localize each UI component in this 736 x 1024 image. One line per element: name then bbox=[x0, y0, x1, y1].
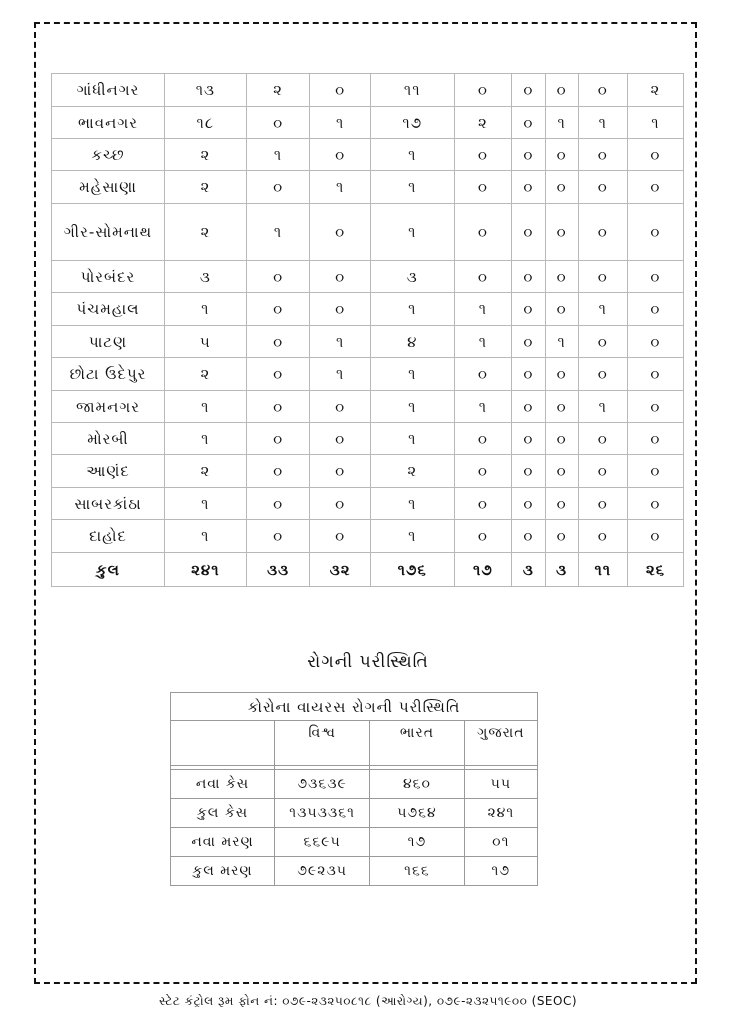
count-cell: ૦ bbox=[310, 293, 370, 326]
status-table-header bbox=[171, 721, 538, 766]
count-cell: ૧ bbox=[370, 139, 454, 171]
count-cell: ૧ bbox=[165, 423, 247, 455]
count-cell: ૦ bbox=[454, 520, 512, 553]
count-cell: ૦ bbox=[512, 326, 545, 358]
status-value: ૨૪૧ bbox=[464, 799, 537, 828]
count-cell: ૧ bbox=[454, 391, 512, 423]
district-name: જામનગર bbox=[52, 391, 165, 423]
count-cell: ૦ bbox=[627, 488, 683, 520]
count-cell: ૦ bbox=[454, 204, 512, 261]
count-cell: ૦ bbox=[310, 139, 370, 171]
table-row bbox=[52, 107, 684, 139]
count-cell: ૧ bbox=[578, 391, 627, 423]
count-cell: ૩૩ bbox=[246, 553, 310, 587]
count-cell: ૨૬ bbox=[627, 553, 683, 587]
count-cell: ૦ bbox=[454, 261, 512, 293]
district-name: દાહોદ bbox=[52, 520, 165, 553]
count-cell: ૦ bbox=[512, 520, 545, 553]
count-cell: ૦ bbox=[454, 74, 512, 107]
column-header: વિશ્વ bbox=[275, 721, 370, 766]
count-cell: ૧ bbox=[370, 423, 454, 455]
table-row bbox=[52, 204, 684, 261]
count-cell: ૦ bbox=[545, 139, 578, 171]
count-cell: ૧ bbox=[310, 107, 370, 139]
count-cell: ૦ bbox=[512, 455, 545, 488]
count-cell: ૦ bbox=[454, 171, 512, 204]
count-cell: ૦ bbox=[310, 423, 370, 455]
count-cell: ૦ bbox=[512, 107, 545, 139]
count-cell: ૦ bbox=[512, 261, 545, 293]
count-cell: ૧ bbox=[246, 139, 310, 171]
count-cell: ૦ bbox=[512, 423, 545, 455]
count-cell: ૦ bbox=[627, 204, 683, 261]
count-cell: ૧ bbox=[310, 326, 370, 358]
count-cell: ૦ bbox=[545, 488, 578, 520]
table-row bbox=[52, 423, 684, 455]
status-table-caption: કોરોના વાયરસ રોગની પરીસ્થિતિ bbox=[171, 693, 538, 721]
count-cell: ૧ bbox=[246, 204, 310, 261]
count-cell: ૦ bbox=[246, 455, 310, 488]
count-cell: ૦ bbox=[578, 261, 627, 293]
count-cell: ૦ bbox=[310, 488, 370, 520]
count-cell: ૦ bbox=[627, 423, 683, 455]
count-cell: ૧૧ bbox=[578, 553, 627, 587]
count-cell: ૦ bbox=[578, 358, 627, 391]
count-cell: ૦ bbox=[310, 261, 370, 293]
district-name: કચ્છ bbox=[52, 139, 165, 171]
count-cell: ૧ bbox=[370, 488, 454, 520]
table-row bbox=[52, 74, 684, 107]
table-row bbox=[52, 326, 684, 358]
count-cell: ૦ bbox=[512, 74, 545, 107]
count-cell: ૧૮ bbox=[165, 107, 247, 139]
count-cell: ૧ bbox=[454, 293, 512, 326]
status-row bbox=[171, 828, 538, 857]
count-cell: ૧ bbox=[370, 293, 454, 326]
count-cell: ૧૭૬ bbox=[370, 553, 454, 587]
count-cell: ૦ bbox=[627, 326, 683, 358]
count-cell: ૨ bbox=[165, 171, 247, 204]
count-cell: ૦ bbox=[578, 74, 627, 107]
count-cell: ૦ bbox=[578, 455, 627, 488]
status-row bbox=[171, 799, 538, 828]
status-value: ૧૩૫૩૩૬૧ bbox=[275, 799, 370, 828]
column-header: ભારત bbox=[370, 721, 464, 766]
status-value: ૭૯૨૩૫ bbox=[275, 857, 370, 886]
count-cell: ૦ bbox=[512, 358, 545, 391]
table-row bbox=[52, 520, 684, 553]
count-cell: ૦ bbox=[246, 326, 310, 358]
district-name: મોરબી bbox=[52, 423, 165, 455]
status-value: ૪૬૦ bbox=[370, 770, 464, 799]
count-cell: ૦ bbox=[246, 293, 310, 326]
count-cell: ૦ bbox=[627, 261, 683, 293]
table-row bbox=[52, 171, 684, 204]
district-name: આણંદ bbox=[52, 455, 165, 488]
count-cell: ૦ bbox=[545, 358, 578, 391]
status-row-label: કુલ મરણ bbox=[171, 857, 275, 886]
count-cell: ૦ bbox=[627, 293, 683, 326]
district-name: ભાવનગર bbox=[52, 107, 165, 139]
count-cell: ૦ bbox=[578, 520, 627, 553]
status-value: ૫૭૬૪ bbox=[370, 799, 464, 828]
count-cell: ૧ bbox=[370, 520, 454, 553]
count-cell: ૩ bbox=[370, 261, 454, 293]
count-cell: ૦ bbox=[578, 204, 627, 261]
count-cell: ૦ bbox=[246, 488, 310, 520]
table-row bbox=[52, 293, 684, 326]
count-cell: ૧ bbox=[545, 326, 578, 358]
count-cell: ૦ bbox=[512, 488, 545, 520]
count-cell: ૦ bbox=[512, 391, 545, 423]
count-cell: ૦ bbox=[310, 391, 370, 423]
count-cell: ૦ bbox=[578, 488, 627, 520]
count-cell: ૦ bbox=[545, 204, 578, 261]
count-cell: ૨ bbox=[370, 455, 454, 488]
count-cell: ૪ bbox=[370, 326, 454, 358]
count-cell: ૧ bbox=[165, 391, 247, 423]
count-cell: ૧ bbox=[370, 204, 454, 261]
count-cell: ૨ bbox=[165, 204, 247, 261]
district-name: મહેસાણા bbox=[52, 171, 165, 204]
count-cell: ૦ bbox=[310, 74, 370, 107]
table-row bbox=[52, 488, 684, 520]
status-value: ૧૭ bbox=[370, 828, 464, 857]
status-value: ૫૫ bbox=[464, 770, 537, 799]
count-cell: ૦ bbox=[545, 455, 578, 488]
count-cell: ૧૩ bbox=[165, 74, 247, 107]
count-cell: ૦ bbox=[512, 171, 545, 204]
district-name: છોટા ઉદેપુર bbox=[52, 358, 165, 391]
count-cell: ૩ bbox=[165, 261, 247, 293]
status-value: ૬૬૯૫ bbox=[275, 828, 370, 857]
status-value: ૧૭ bbox=[464, 857, 537, 886]
count-cell: ૫ bbox=[165, 326, 247, 358]
count-cell: ૦ bbox=[310, 204, 370, 261]
status-row-label: કુલ કેસ bbox=[171, 799, 275, 828]
count-cell: ૧ bbox=[627, 107, 683, 139]
count-cell: ૧ bbox=[165, 520, 247, 553]
count-cell: ૨ bbox=[165, 358, 247, 391]
count-cell: ૧ bbox=[370, 171, 454, 204]
count-cell: ૧ bbox=[310, 358, 370, 391]
count-cell: ૦ bbox=[627, 455, 683, 488]
footer-contact: સ્ટેટ કંટ્રોલ રૂમ ફોન નં: ૦૭૯-૨૩૨૫૦૮૧૮ (આરોગ્ય), ૦૭૯-૨૩૨૫૧૯૦૦ (SEOC) bbox=[158, 994, 578, 1008]
district-name: ગીર-સોમનાથ bbox=[52, 204, 165, 261]
count-cell: ૧૧ bbox=[370, 74, 454, 107]
district-name: પોરબંદર bbox=[52, 261, 165, 293]
count-cell: ૦ bbox=[627, 358, 683, 391]
count-cell: ૨ bbox=[627, 74, 683, 107]
count-cell: ૦ bbox=[454, 139, 512, 171]
count-cell: ૦ bbox=[246, 171, 310, 204]
count-cell: ૦ bbox=[310, 520, 370, 553]
status-table-body bbox=[171, 693, 538, 886]
table-row bbox=[52, 455, 684, 488]
count-cell: ૦ bbox=[246, 107, 310, 139]
header-blank bbox=[171, 721, 275, 766]
district-name: પંચમહાલ bbox=[52, 293, 165, 326]
count-cell: ૦ bbox=[545, 293, 578, 326]
count-cell: ૧ bbox=[370, 358, 454, 391]
disease-status-table bbox=[170, 692, 538, 886]
count-cell: ૧ bbox=[578, 293, 627, 326]
district-name: પાટણ bbox=[52, 326, 165, 358]
count-cell: ૧ bbox=[545, 107, 578, 139]
table-row bbox=[52, 358, 684, 391]
count-cell: ૦ bbox=[627, 391, 683, 423]
count-cell: ૦ bbox=[578, 139, 627, 171]
district-table-body bbox=[52, 74, 684, 587]
count-cell: ૦ bbox=[454, 488, 512, 520]
count-cell: ૨ bbox=[454, 107, 512, 139]
district-cases-table bbox=[51, 73, 684, 587]
count-cell: ૩૨ bbox=[310, 553, 370, 587]
count-cell: ૦ bbox=[246, 391, 310, 423]
count-cell: ૦ bbox=[627, 139, 683, 171]
count-cell: ૦ bbox=[454, 358, 512, 391]
table-row bbox=[52, 261, 684, 293]
count-cell: ૨૪૧ bbox=[165, 553, 247, 587]
count-cell: ૦ bbox=[246, 423, 310, 455]
count-cell: ૦ bbox=[578, 326, 627, 358]
status-row-label: નવા મરણ bbox=[171, 828, 275, 857]
count-cell: ૧૭ bbox=[370, 107, 454, 139]
status-row bbox=[171, 857, 538, 886]
status-value: ૦૧ bbox=[464, 828, 537, 857]
total-label: કુલ bbox=[52, 553, 165, 587]
status-row-label: નવા કેસ bbox=[171, 770, 275, 799]
status-value: ૧૬૬ bbox=[370, 857, 464, 886]
district-name: સાબરકાંઠા bbox=[52, 488, 165, 520]
count-cell: ૨ bbox=[165, 139, 247, 171]
count-cell: ૧ bbox=[454, 326, 512, 358]
count-cell: ૦ bbox=[512, 139, 545, 171]
count-cell: ૧ bbox=[370, 391, 454, 423]
count-cell: ૦ bbox=[627, 171, 683, 204]
count-cell: ૦ bbox=[578, 171, 627, 204]
count-cell: ૧ bbox=[578, 107, 627, 139]
count-cell: ૧૭ bbox=[454, 553, 512, 587]
table-row bbox=[52, 139, 684, 171]
count-cell: ૦ bbox=[545, 391, 578, 423]
count-cell: ૦ bbox=[246, 261, 310, 293]
count-cell: ૦ bbox=[454, 455, 512, 488]
count-cell: ૦ bbox=[246, 520, 310, 553]
count-cell: ૦ bbox=[512, 204, 545, 261]
count-cell: ૦ bbox=[545, 423, 578, 455]
count-cell: ૦ bbox=[578, 423, 627, 455]
count-cell: ૦ bbox=[246, 358, 310, 391]
status-value: ૭૩૬૩૯ bbox=[275, 770, 370, 799]
count-cell: ૦ bbox=[512, 293, 545, 326]
count-cell: ૨ bbox=[246, 74, 310, 107]
count-cell: ૧ bbox=[165, 488, 247, 520]
table-row bbox=[52, 391, 684, 423]
column-header: ગુજરાત bbox=[464, 721, 537, 766]
count-cell: ૦ bbox=[545, 74, 578, 107]
count-cell: ૦ bbox=[310, 455, 370, 488]
count-cell: ૧ bbox=[310, 171, 370, 204]
total-row bbox=[52, 553, 684, 587]
count-cell: ૦ bbox=[454, 423, 512, 455]
count-cell: ૦ bbox=[545, 261, 578, 293]
count-cell: ૦ bbox=[627, 520, 683, 553]
district-name: ગાંધીનગર bbox=[52, 74, 165, 107]
status-row bbox=[171, 770, 538, 799]
count-cell: ૧ bbox=[165, 293, 247, 326]
count-cell: ૦ bbox=[545, 171, 578, 204]
count-cell: ૩ bbox=[512, 553, 545, 587]
count-cell: ૨ bbox=[165, 455, 247, 488]
section-heading: રોગની પરીસ્થિતિ bbox=[307, 652, 429, 672]
count-cell: ૦ bbox=[545, 520, 578, 553]
count-cell: ૩ bbox=[545, 553, 578, 587]
